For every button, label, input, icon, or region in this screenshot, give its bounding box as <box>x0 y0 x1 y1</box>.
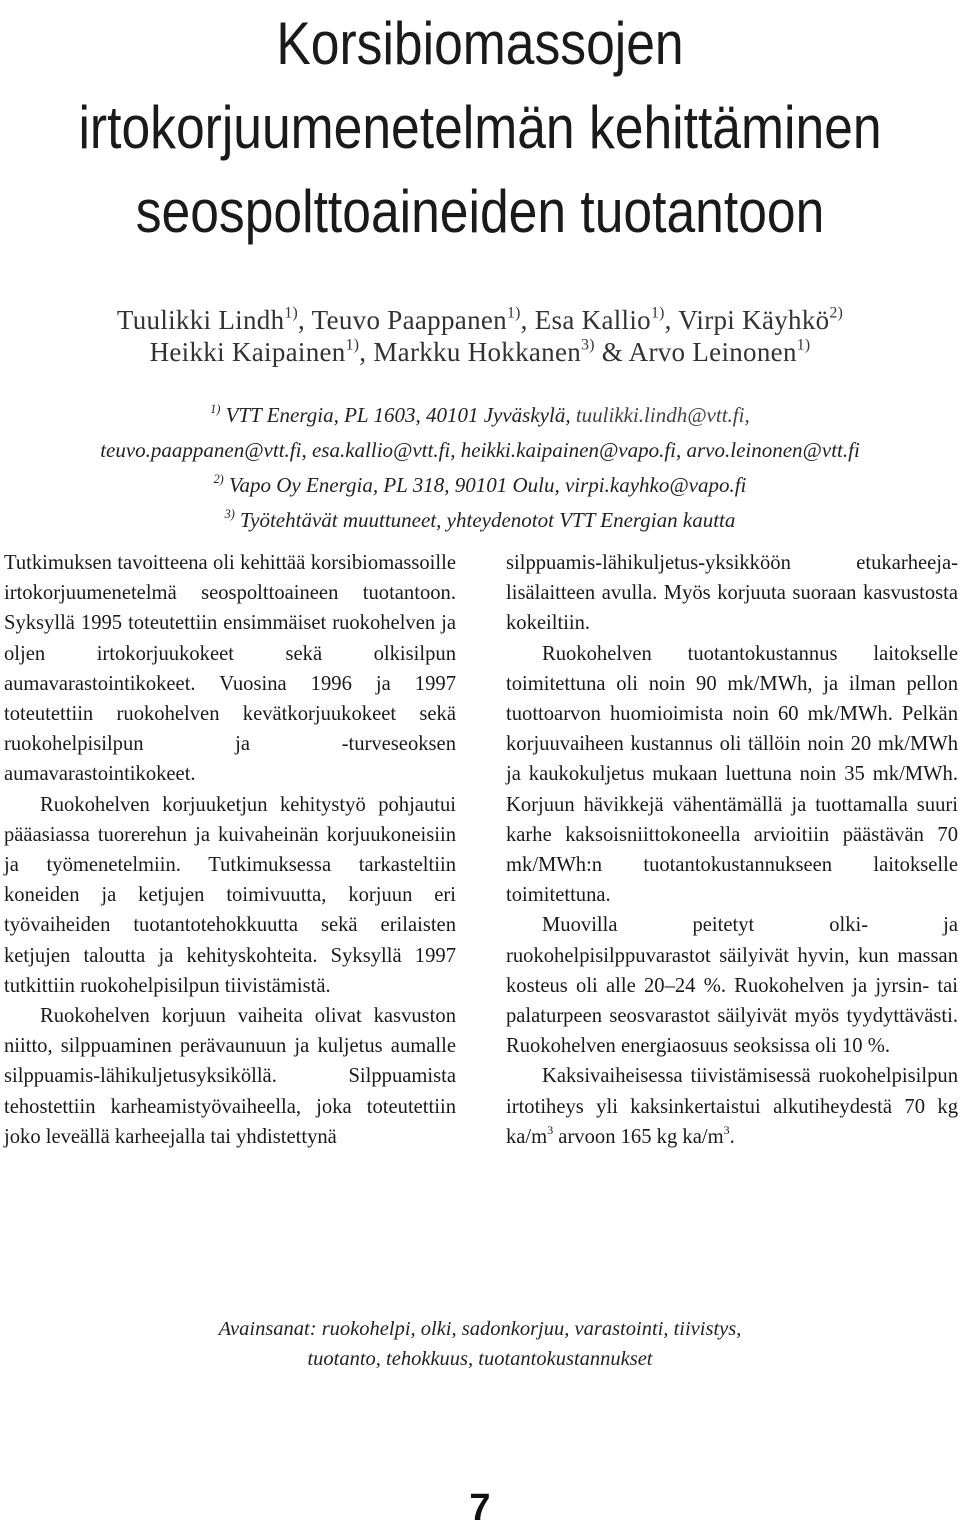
author-line-2 <box>0 336 960 368</box>
author-affiliation-marker: 1) <box>506 304 521 322</box>
abstract-paragraph: Tutkimuksen tavoitteena oli kehittää korsibiomassoille irtokorjuumenetelmä seospolttoaineen tuotantoon. Syksyllä 1995 toteutettiin ensimmäiset ruokohelven ja oljen irtokorjuukokeet sekä olkisilpun aumavarastointikokeet. Vuosina 1996 ja 1997 toteutettiin ruokohelven kevätkorjuukokeet sekä ruokohelpisilpun ja -turveseoksen aumavarastointikokeet. <box>4 552 456 786</box>
author-name: Teuvo Paappanen <box>311 305 507 335</box>
author-name: Arvo Leinonen <box>628 337 797 367</box>
abstract-paragraph: Ruokohelven korjuuketjun kehitystyö pohjautui pääasiassa tuorerehun ja kuivaheinän korjuukoneisiin ja työmenetelmiin. Tutkimuksessa tarkasteltiin koneiden ja ketjujen toimivuutta, korjuun eri työvaiheiden tuotantotehokkuutta sekä erilaisten ketjujen taloutta ja kehityskohteita. Syksyllä 1997 tutkittiin ruokohelpisilpun tiivistämistä. <box>4 793 456 997</box>
author-list <box>0 304 960 368</box>
affiliation-marker: 1) <box>210 401 221 416</box>
superscript: 3 <box>723 1122 730 1137</box>
paragraph-text: . <box>729 1125 735 1148</box>
paragraph-text: arvoon 165 kg ka/m <box>553 1125 724 1148</box>
abstract-paragraph: Muovilla peitetyt olki- ja ruokohelpisilppuvarastot säilyivät hyvin, kun massan kosteus oli alle 20–24 %. Ruokohelven ja jyrsin- tai palaturpeen seosvarastot säilyivät myös tyydyttävästi. Ruokohelven energiaosuus seoksissa oli 10 %. <box>506 914 958 1058</box>
affiliation-marker: 2) <box>213 471 224 486</box>
author-separator: , <box>359 337 374 367</box>
paragraph-text: Kaksivaiheisessa tiivistämisessä ruokohelpisilpun irtotiheys yli kaksinkertaistui alkutiheydestä 70 kg ka/m <box>506 1065 958 1148</box>
author-line-1 <box>0 304 960 336</box>
superscript: 3 <box>547 1122 554 1137</box>
page-number: 7 <box>469 1487 491 1529</box>
affiliation-2 <box>0 468 960 503</box>
author-affiliation-marker: 3) <box>581 336 595 354</box>
abstract-paragraph: Ruokohelven korjuun vaiheita olivat kasvuston niitto, silppuaminen perävaunuun ja kuljetus aumalle silppuamis-lähikuljetusyksiköllä. Silppuamista tehostettiin karheamistyövaiheella, joka toteutettiin joko leveällä karheejalla tai yhdistettynä <box>4 1005 456 1148</box>
affiliations <box>0 398 960 538</box>
author-separator: , <box>520 305 535 335</box>
author-separator: , <box>298 305 312 335</box>
title-line-3: seospolttoaineiden tuotantoon <box>135 178 825 245</box>
author-affiliation-marker: 1) <box>284 304 299 322</box>
abstract-paragraph: Ruokohelven tuotantokustannus laitokselle toimitettuna oli noin 90 mk/MWh, ja ilman pellon tuottoarvon huomioimista noin 60 mk/MWh. Pelkän korjuuvaiheen kustannus oli tällöin noin 20 mk/MWh ja kaukokuljetus mukaan luettuna noin 35 mk/MWh. Korjuun hävikkejä vähentämällä ja tuottamalla suuri karhe kaksoisniittokoneella arvioitiin päästävän 70 mk/MWh:n tuotantokustannukseen laitokselle toimitettuna. <box>506 642 958 907</box>
affiliation-text: VTT Energia, PL 1603, 40101 Jyväskylä, <box>225 403 571 427</box>
paper-title <box>67 2 893 254</box>
author-name: Tuulikki Lindh <box>116 305 285 335</box>
affiliation-3 <box>0 503 960 538</box>
author-affiliation-marker: 1) <box>650 304 665 322</box>
author-affiliation-marker: 2) <box>829 304 844 322</box>
affiliation-marker: 3) <box>224 506 235 521</box>
author-name: Esa Kallio <box>534 305 651 335</box>
email-link[interactable]: tuulikki.lindh@vtt.fi, <box>575 403 750 427</box>
keywords-line-2: tuotanto, tehokkuus, tuotantokustannukset <box>307 1348 653 1370</box>
author-name: Heikki Kaipainen <box>149 337 346 367</box>
author-affiliation-marker: 1) <box>796 336 811 354</box>
author-name: Markku Hokkanen <box>373 337 582 367</box>
abstract-column-right <box>506 548 958 1152</box>
abstract-column-left <box>4 548 456 1152</box>
author-separator: , <box>664 305 679 335</box>
abstract-paragraph: silppuamis-lähikuljetus-yksikköön etukarheeja-lisälaitteen avulla. Myös korjuuta suoraan kasvustosta kokeiltiin. <box>506 552 958 635</box>
affiliation-text: Vapo Oy Energia, PL 318, 90101 Oulu, virpi.kayhko@vapo.fi <box>228 473 747 497</box>
author-separator: & <box>594 337 629 367</box>
title-line-2: irtokorjuumenetelmän kehittäminen <box>78 94 882 161</box>
author-affiliation-marker: 1) <box>345 336 360 354</box>
author-name: Virpi Käyhkö <box>678 305 830 335</box>
keywords-line-1: Avainsanat: ruokohelpi, olki, sadonkorjuu, varastointi, tiivistys, <box>218 1318 742 1340</box>
keywords <box>0 1314 960 1374</box>
affiliation-1-emails[interactable]: teuvo.paappanen@vtt.fi, esa.kallio@vtt.fi, heikki.kaipainen@vapo.fi, arvo.leinonen@vtt.fi <box>100 438 860 462</box>
title-line-1: Korsibiomassojen <box>276 10 684 77</box>
abstract-paragraph <box>506 1061 958 1152</box>
affiliation-text: Työtehtävät muuttuneet, yhteydenotot VTT Energian kautta <box>240 508 736 532</box>
affiliation-1 <box>0 398 960 433</box>
